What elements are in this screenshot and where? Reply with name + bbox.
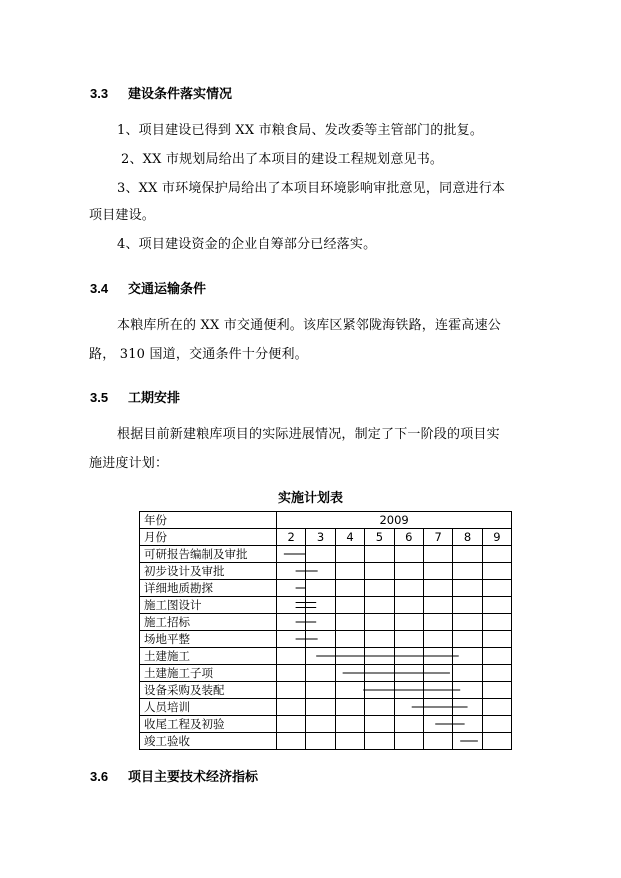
schedule-cell	[306, 699, 335, 716]
schedule-cell	[365, 580, 394, 597]
schedule-cell	[453, 716, 482, 733]
schedule-cell	[394, 563, 423, 580]
schedule-cell	[482, 580, 511, 597]
schedule-cell	[482, 614, 511, 631]
paragraph: 路， 310 国道，交通条件十分便利。	[89, 347, 308, 362]
schedule-cell	[365, 597, 394, 614]
schedule-cell	[306, 648, 335, 665]
schedule-cell	[306, 682, 335, 699]
month-row	[140, 529, 512, 546]
schedule-cell	[277, 699, 306, 716]
schedule-cell	[335, 631, 364, 648]
schedule-cell	[335, 682, 364, 699]
paragraph: 4、项目建设资金的企业自筹部分已经落实。	[117, 237, 377, 252]
schedule-cell	[482, 665, 511, 682]
schedule-cell	[306, 563, 335, 580]
schedule-cell	[277, 631, 306, 648]
task-name: 可研报告编制及审批	[140, 546, 277, 563]
schedule-cell	[365, 699, 394, 716]
schedule-cell	[277, 716, 306, 733]
schedule-cell	[423, 716, 452, 733]
schedule-cell	[365, 563, 394, 580]
schedule-cell	[394, 699, 423, 716]
schedule-cell	[394, 580, 423, 597]
schedule-cell	[394, 597, 423, 614]
month-cell: 6	[394, 529, 423, 546]
task-name: 土建施工子项	[140, 665, 277, 682]
task-name: 施工图设计	[140, 597, 277, 614]
schedule-cell	[335, 580, 364, 597]
task-row	[140, 682, 512, 699]
schedule-cell	[306, 716, 335, 733]
task-row	[140, 580, 512, 597]
schedule-cell	[335, 546, 364, 563]
schedule-cell	[423, 546, 452, 563]
schedule-cell	[365, 682, 394, 699]
schedule-cell	[306, 546, 335, 563]
schedule-cell	[482, 563, 511, 580]
paragraph: 本粮库所在的 XX 市交通便利。该库区紧邻陇海铁路，连霍高速公	[117, 318, 501, 333]
task-row	[140, 699, 512, 716]
schedule-cell	[453, 614, 482, 631]
schedule-cell	[365, 631, 394, 648]
month-cell: 2	[277, 529, 306, 546]
schedule-cell	[453, 682, 482, 699]
schedule-cell	[394, 631, 423, 648]
task-name: 场地平整	[140, 631, 277, 648]
year-row	[140, 512, 512, 529]
schedule-cell	[365, 614, 394, 631]
schedule-cell	[453, 597, 482, 614]
schedule-cell	[423, 597, 452, 614]
task-row	[140, 631, 512, 648]
task-row	[140, 648, 512, 665]
schedule-cell	[335, 716, 364, 733]
schedule-cell	[453, 563, 482, 580]
schedule-cell	[277, 580, 306, 597]
task-row	[140, 614, 512, 631]
schedule-cell	[423, 614, 452, 631]
task-name: 竣工验收	[140, 733, 277, 750]
schedule-cell	[482, 648, 511, 665]
task-name: 初步设计及审批	[140, 563, 277, 580]
schedule-cell	[277, 648, 306, 665]
schedule-cell	[277, 682, 306, 699]
schedule-cell	[277, 614, 306, 631]
schedule-cell	[365, 648, 394, 665]
section-3-4-heading: 3.4 交通运输条件	[90, 281, 207, 297]
month-cell: 7	[423, 529, 452, 546]
task-row	[140, 546, 512, 563]
schedule-cell	[423, 733, 452, 750]
schedule-cell	[482, 631, 511, 648]
schedule-cell	[394, 733, 423, 750]
task-name: 收尾工程及初验	[140, 716, 277, 733]
month-cell: 8	[453, 529, 482, 546]
schedule-cell	[482, 682, 511, 699]
schedule-cell	[277, 733, 306, 750]
schedule-cell	[423, 699, 452, 716]
paragraph: 3、XX 市环境保护局给出了本项目环境影响审批意见，同意进行本	[117, 181, 506, 196]
task-name: 人员培训	[140, 699, 277, 716]
schedule-cell	[394, 648, 423, 665]
year-value: 2009	[277, 512, 512, 529]
task-name: 土建施工	[140, 648, 277, 665]
paragraph: 根据目前新建粮库项目的实际进展情况，制定了下一阶段的项目实	[117, 427, 500, 442]
schedule-cell	[365, 546, 394, 563]
schedule-cell	[335, 597, 364, 614]
schedule-cell	[423, 682, 452, 699]
schedule-cell	[277, 546, 306, 563]
paragraph: 1、项目建设已得到 XX 市粮食局、发改委等主管部门的批复。	[117, 123, 484, 138]
task-row	[140, 733, 512, 750]
schedule-cell	[453, 665, 482, 682]
schedule-table	[139, 511, 512, 750]
task-name: 设备采购及装配	[140, 682, 277, 699]
schedule-cell	[453, 733, 482, 750]
schedule-cell	[423, 580, 452, 597]
schedule-cell	[453, 699, 482, 716]
section-3-5-heading: 3.5 工期安排	[90, 390, 181, 406]
schedule-cell	[277, 665, 306, 682]
task-row	[140, 563, 512, 580]
schedule-cell	[365, 733, 394, 750]
schedule-cell	[482, 716, 511, 733]
schedule-cell	[306, 597, 335, 614]
schedule-cell	[423, 563, 452, 580]
schedule-cell	[394, 716, 423, 733]
schedule-cell	[423, 665, 452, 682]
task-row	[140, 665, 512, 682]
schedule-cell	[306, 665, 335, 682]
table-title: 实施计划表	[277, 491, 343, 506]
schedule-cell	[423, 631, 452, 648]
schedule-cell	[306, 631, 335, 648]
month-label: 月份	[140, 529, 277, 546]
schedule-cell	[394, 665, 423, 682]
schedule-cell	[453, 631, 482, 648]
paragraph: 项目建设。	[89, 208, 156, 223]
schedule-cell	[277, 563, 306, 580]
schedule-cell	[482, 597, 511, 614]
schedule-cell	[335, 665, 364, 682]
paragraph: 施进度计划：	[89, 456, 169, 471]
schedule-cell	[423, 648, 452, 665]
schedule-cell	[365, 716, 394, 733]
schedule-cell	[335, 614, 364, 631]
schedule-cell	[394, 682, 423, 699]
month-cell: 4	[335, 529, 364, 546]
schedule-cell	[335, 733, 364, 750]
schedule-cell	[306, 733, 335, 750]
schedule-cell	[482, 699, 511, 716]
task-row	[140, 597, 512, 614]
month-cell: 3	[306, 529, 335, 546]
schedule-cell	[482, 733, 511, 750]
month-cell: 5	[365, 529, 394, 546]
schedule-cell	[335, 699, 364, 716]
schedule-cell	[277, 597, 306, 614]
schedule-cell	[394, 614, 423, 631]
task-name: 施工招标	[140, 614, 277, 631]
schedule-cell	[394, 546, 423, 563]
schedule-cell	[453, 580, 482, 597]
year-label: 年份	[140, 512, 277, 529]
task-row	[140, 716, 512, 733]
schedule-cell	[306, 614, 335, 631]
schedule-cell	[335, 563, 364, 580]
section-3-3-heading: 3.3 建设条件落实情况	[90, 86, 233, 102]
task-name: 详细地质勘探	[140, 580, 277, 597]
paragraph: 2、XX 市规划局给出了本项目的建设工程规划意见书。	[121, 152, 444, 167]
month-cell: 9	[482, 529, 511, 546]
schedule-cell	[482, 546, 511, 563]
schedule-cell	[453, 546, 482, 563]
schedule-cell	[365, 665, 394, 682]
schedule-cell	[306, 580, 335, 597]
schedule-cell	[335, 648, 364, 665]
schedule-cell	[453, 648, 482, 665]
section-3-6-heading: 3.6 项目主要技术经济指标	[90, 769, 259, 785]
